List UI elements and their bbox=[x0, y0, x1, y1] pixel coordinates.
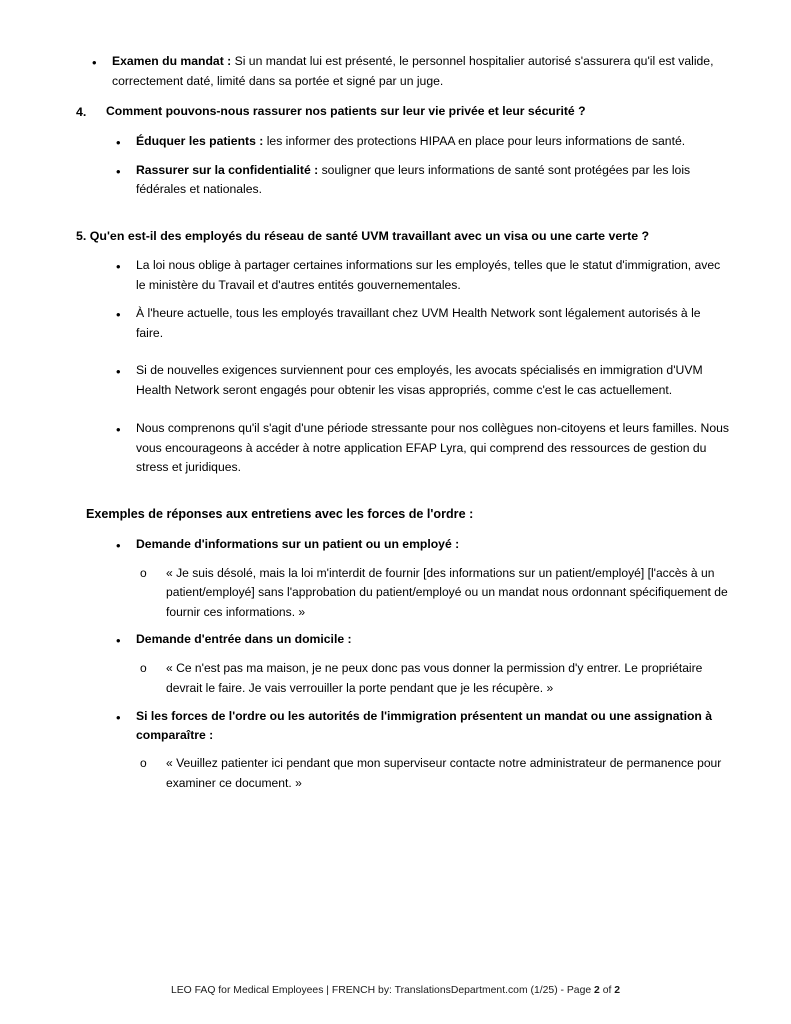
list-item-text bbox=[136, 132, 729, 152]
quote-text: « Je suis désolé, mais la loi m'interdit de fournir [des informations sur un patient/employé] [l'accès à un patient/employé] sans l'approbation du patient/employé ou un mandat nous ordonnant spécifiquement de fournir ces informations. » bbox=[166, 565, 728, 619]
quote-text: « Veuillez patienter ici pendant que mon superviseur contacte notre administrateur de permanence pour examiner ce document. » bbox=[166, 756, 722, 790]
footer-page-total: 2 bbox=[614, 985, 621, 996]
list-item-text: Si de nouvelles exigences surviennent pour ces employés, les avocats spécialisés en immigration d'UVM Health Network seront engagés pour obtenir les visas appropriés, comme c'est le cas actuellement. bbox=[136, 363, 703, 398]
question-text: Comment pouvons-nous rassurer nos patients sur leur vie privée et leur sécurité ? bbox=[106, 103, 586, 118]
list-item-lead: Rassurer sur la confidentialité : bbox=[136, 162, 319, 177]
sub-bullet-icon: o bbox=[140, 565, 147, 580]
question-4 bbox=[76, 102, 729, 122]
footer-page-number: 2 bbox=[594, 985, 600, 996]
page-footer bbox=[0, 985, 791, 996]
quote-item bbox=[140, 754, 729, 793]
bullet-icon: • bbox=[116, 306, 121, 322]
list-item-text: Si les forces de l'ordre ou les autorités de l'immigration présentent un mandat ou une assignation à comparaître : bbox=[136, 708, 713, 743]
list-item-body: Si un mandat lui est présenté, le personnel hospitalier autorisé s'assurera qu'il est valide, correctement daté, limité dans sa portée et signé par un juge. bbox=[112, 54, 714, 88]
spacer bbox=[62, 153, 729, 161]
question-number: 4. bbox=[76, 104, 87, 119]
spacer bbox=[62, 699, 729, 707]
quote-item bbox=[140, 564, 729, 623]
list-item bbox=[110, 707, 729, 747]
spacer bbox=[62, 200, 729, 226]
list-item bbox=[110, 630, 729, 651]
bullet-icon: • bbox=[116, 709, 121, 725]
spacer bbox=[62, 296, 729, 304]
list-item-text bbox=[112, 52, 729, 92]
spacer bbox=[62, 246, 729, 256]
section-heading: Exemples de réponses aux entretiens avec les forces de l'ordre : bbox=[86, 507, 474, 522]
list-item-lead: Examen du mandat : bbox=[112, 54, 232, 68]
list-item bbox=[86, 52, 729, 92]
sub-bullet-icon: o bbox=[140, 661, 147, 676]
spacer bbox=[62, 122, 729, 132]
bullet-icon: • bbox=[116, 537, 121, 553]
bullet-icon: • bbox=[116, 421, 121, 437]
list-item bbox=[110, 132, 729, 153]
footer-middle: of bbox=[599, 985, 615, 996]
bullet-icon: • bbox=[116, 134, 121, 150]
spacer bbox=[62, 746, 729, 754]
list-item-body: souligner que leurs informations de santé sont protégées par les lois fédérales et nationales. bbox=[136, 162, 691, 197]
quote-text: « Ce n'est pas ma maison, je ne peux donc pas vous donner la permission d'y entrer. Le propriétaire devrait le faire. Je vais verrouiller la porte pendant que je les récupère. » bbox=[166, 661, 703, 695]
bullet-icon: • bbox=[92, 55, 97, 70]
list-item-text: La loi nous oblige à partager certaines informations sur les employés, telles que le statut d'immigration, avec le ministère du Travail et d'autres entités gouvernementales. bbox=[136, 258, 721, 293]
spacer bbox=[62, 343, 729, 361]
list-item-text: Nous comprenons qu'il s'agit d'une période stressante pour nos collègues non-citoyens et leurs familles. Nous vous encourageons à accéder à notre application EFAP Lyra, qui comprend des ressources de gestion du stress et juridiques. bbox=[136, 420, 729, 475]
list-item bbox=[110, 161, 729, 201]
list-item bbox=[110, 256, 729, 296]
list-item-text: Demande d'entrée dans un domicile : bbox=[136, 632, 352, 647]
sub-bullet-icon: o bbox=[140, 756, 147, 771]
spacer bbox=[62, 651, 729, 659]
list-item-text: Demande d'informations sur un patient ou un employé : bbox=[136, 536, 460, 551]
spacer bbox=[62, 92, 729, 102]
list-item bbox=[110, 304, 729, 344]
spacer bbox=[62, 525, 729, 535]
spacer bbox=[62, 622, 729, 630]
spacer bbox=[62, 556, 729, 564]
list-item-text: À l'heure actuelle, tous les employés travaillant chez UVM Health Network sont légalement autorisés à le faire. bbox=[136, 305, 701, 340]
document-body bbox=[62, 52, 729, 793]
spacer bbox=[62, 401, 729, 419]
bullet-icon: • bbox=[116, 259, 121, 275]
bullet-icon: • bbox=[116, 633, 121, 649]
question-5: 5. Qu'en est-il des employés du réseau de santé UVM travaillant avec un visa ou une carte verte ? bbox=[76, 229, 650, 244]
list-item bbox=[110, 419, 729, 478]
list-item-text bbox=[136, 161, 729, 201]
quote-item bbox=[140, 659, 729, 698]
list-item-body: les informer des protections HIPAA en place pour leurs informations de santé. bbox=[263, 133, 686, 148]
bullet-icon: • bbox=[116, 163, 121, 179]
list-item bbox=[110, 535, 729, 556]
list-item bbox=[110, 361, 729, 401]
footer-prefix: LEO FAQ for Medical Employees | FRENCH by: TranslationsDepartment.com (1/25) - Page bbox=[170, 985, 595, 996]
bullet-icon: • bbox=[116, 364, 121, 380]
spacer bbox=[62, 478, 729, 504]
list-item-lead: Éduquer les patients : bbox=[136, 133, 264, 148]
